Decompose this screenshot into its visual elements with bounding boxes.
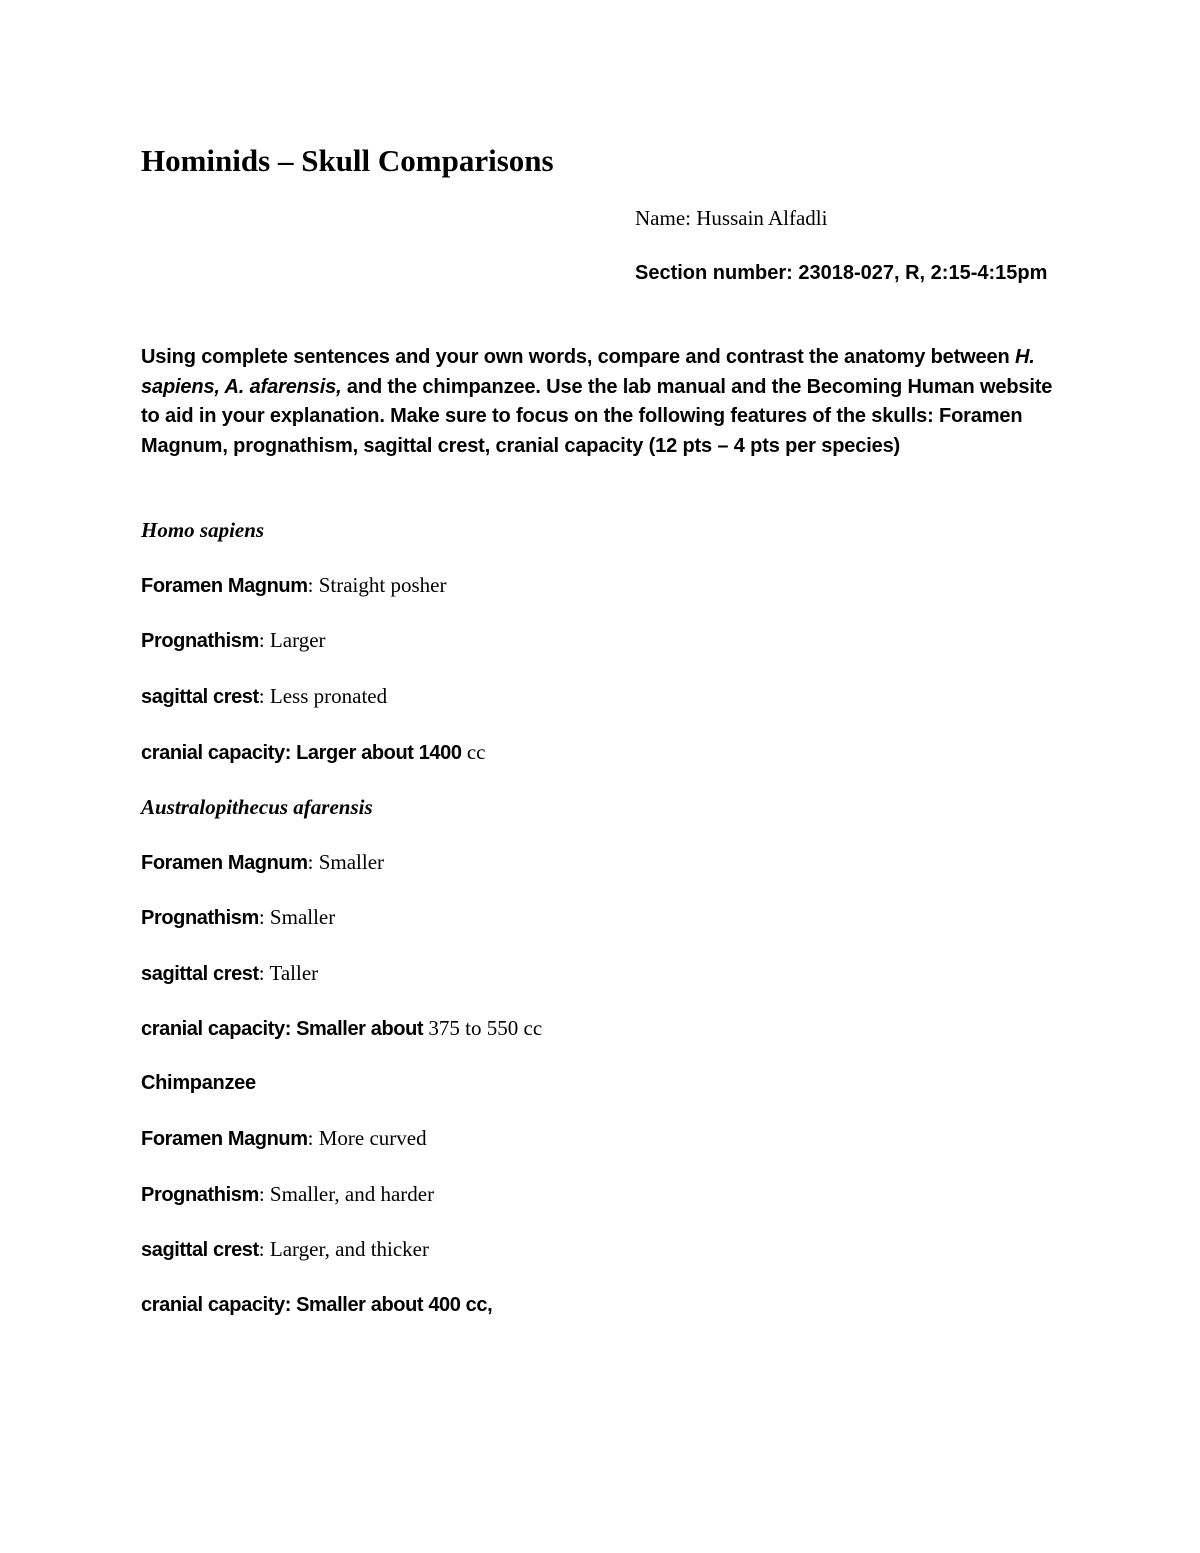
chimpanzee-cranial-row — [141, 1290, 492, 1320]
section-number-line: Section number: 23018-027, R, 2:15-4:15pm — [635, 262, 1048, 284]
row-value: : Smaller — [258, 905, 336, 929]
row-label: cranial capacity: Larger about 1400 — [141, 742, 462, 764]
afarensis-cranial-row — [141, 1013, 542, 1044]
row-value: : Smaller — [307, 850, 385, 874]
chimpanzee-foramen-row — [141, 1123, 427, 1154]
row-label: Prognathism — [141, 630, 259, 652]
name-label: Name — [635, 206, 686, 230]
species-heading-homo-sapiens: Homo sapiens — [141, 518, 265, 542]
row-label: Prognathism — [141, 1184, 259, 1206]
chimpanzee-prognathism-row — [141, 1179, 434, 1210]
sapiens-prognathism-row — [141, 625, 326, 656]
row-label: Prognathism — [141, 907, 259, 929]
sapiens-sagittal-row — [141, 681, 387, 712]
row-value: : Smaller, and harder — [258, 1182, 435, 1206]
name-value: : Hussain Alfadli — [685, 206, 828, 230]
row-label: cranial capacity: Smaller about 400 cc, — [141, 1294, 493, 1316]
row-label: sagittal crest — [141, 963, 259, 985]
instructions-text-1: Using complete sentences and your own words, compare and contrast the anatomy between — [141, 346, 1015, 368]
species-heading-australopithecus-afarensis: Australopithecus afarensis — [141, 795, 373, 819]
row-value: : Less pronated — [258, 684, 388, 708]
afarensis-foramen-row — [141, 847, 384, 878]
row-value: : More curved — [307, 1126, 427, 1150]
chimpanzee-sagittal-row — [141, 1234, 429, 1265]
row-label: sagittal crest — [141, 1239, 259, 1261]
sapiens-cranial-row — [141, 737, 486, 768]
row-label: Foramen Magnum — [141, 852, 308, 874]
afarensis-prognathism-row — [141, 902, 335, 933]
row-value: : Straight posher — [307, 573, 447, 597]
row-value: : Taller — [258, 961, 319, 985]
sapiens-foramen-row — [141, 570, 446, 601]
document-title: Hominids – Skull Comparisons — [141, 143, 554, 178]
student-name-line — [635, 203, 827, 233]
row-label: Foramen Magnum — [141, 1128, 308, 1150]
row-value: : Larger, and thicker — [258, 1237, 429, 1261]
instructions-paragraph — [141, 343, 1071, 461]
row-label: Foramen Magnum — [141, 575, 308, 597]
row-value: 375 to 550 cc — [423, 1016, 543, 1040]
row-label: cranial capacity: Smaller about — [141, 1018, 424, 1040]
row-label: sagittal crest — [141, 686, 259, 708]
afarensis-sagittal-row — [141, 958, 318, 989]
row-value: : Larger — [258, 628, 326, 652]
species-heading-chimpanzee: Chimpanzee — [141, 1072, 256, 1094]
instructions-species-italic: H. sapiens, A. afarensis, — [141, 346, 1035, 398]
row-value: cc — [461, 740, 486, 764]
instructions-text-2: and the chimpanzee. Use the lab manual and the Becoming Human website to aid in your explanation. Make sure to focus on the following features of the skulls: Foramen Magnum, prognathism, sagittal crest, cranial capacity (12 pts – 4 pts per species) — [141, 375, 1053, 457]
